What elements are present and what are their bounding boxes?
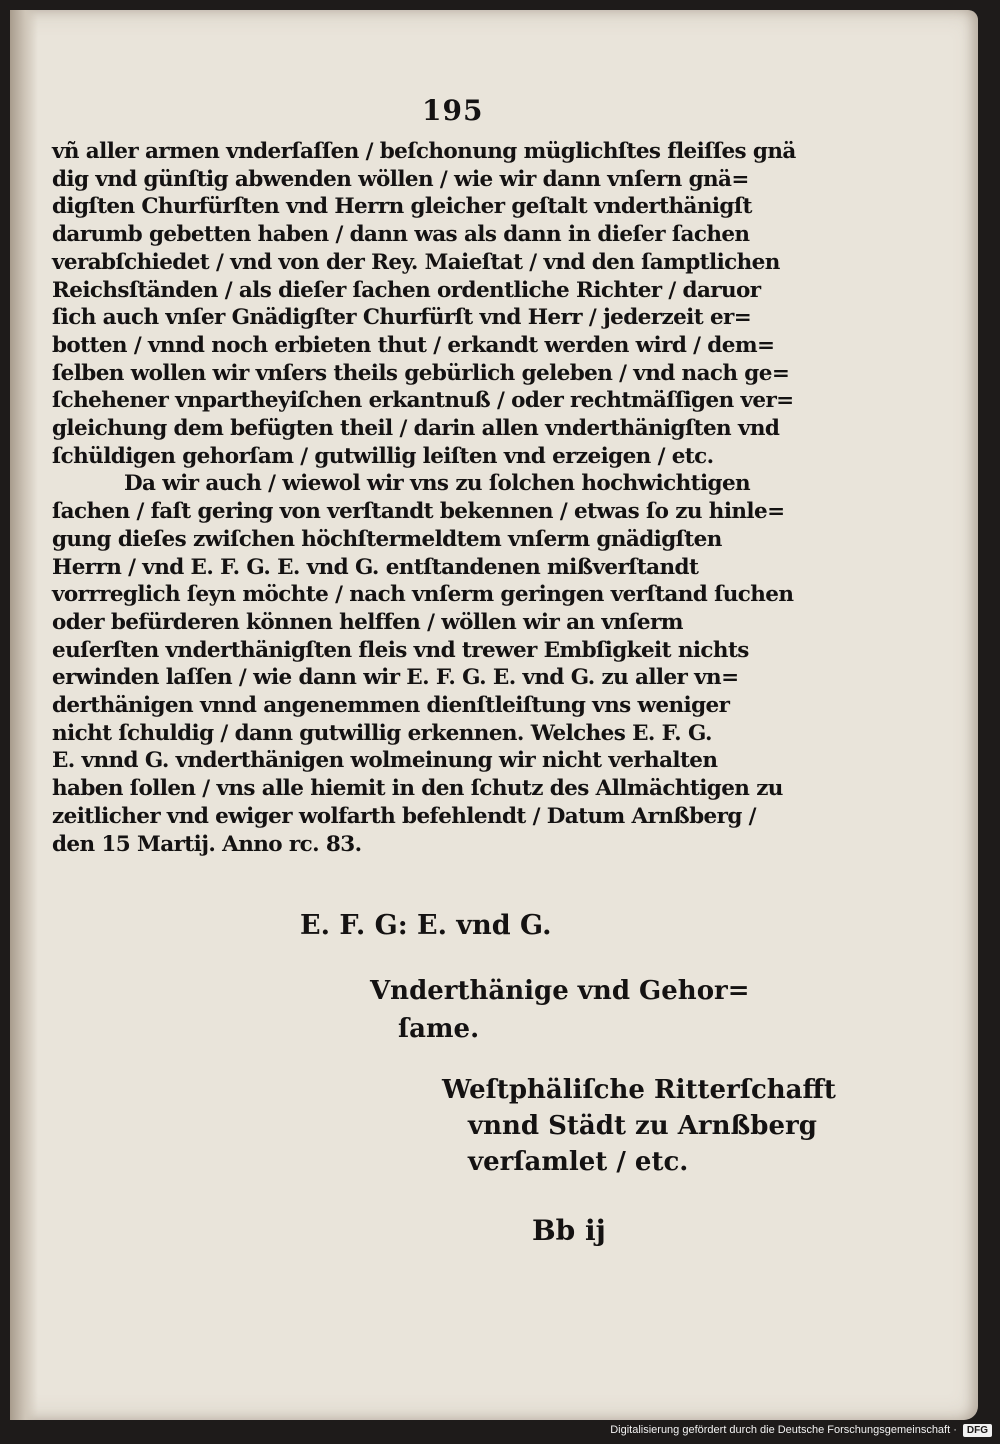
text-line: botten / vnnd noch erbieten thut / erkandt werden wird / dem= — [52, 332, 775, 358]
text-line: erwinden laſſen / wie dann wir E. F. G. E. vnd G. zu aller vn= — [52, 665, 739, 691]
text-line: nicht ſchuldig / dann gutwillig erkennen. Welches E. F. G. — [52, 720, 712, 746]
text-line: gleichung dem befügten theil / darin allen vnderthänigſten vnd — [52, 416, 780, 442]
footer-credit-text: Digitalisierung gefördert durch die Deutsche Forschungsgemeinschaft · — [610, 1424, 957, 1436]
text-line: ſchehener vnpartheyiſchen erkantnuß / oder rechtmäſſigen ver= — [52, 388, 794, 414]
text-line: vorrreglich ſeyn möchte / nach vnſerm geringen verſtand ſuchen — [52, 582, 794, 608]
text-line: digſten Churfürſten vnd Herrn gleicher geſtalt vnderthänigſt — [52, 194, 752, 220]
text-line: ſchüldigen gehorſam / gutwillig leiſten vnd erzeigen / etc. — [52, 443, 714, 469]
text-line: E. vnnd G. vnderthänigen wolmeinung wir nicht verhalten — [52, 748, 718, 774]
text-line: gung dieſes zwiſchen höchſtermeldtem vnſerm gnädigſten — [52, 526, 722, 552]
body-text — [52, 138, 796, 858]
text-line: ſich auch vnſer Gnädigſter Churfürſt vnd Herr / jederzeit er= — [52, 305, 752, 331]
text-line: oder befürderen können helffen / wöllen wir an vnſerm — [52, 609, 683, 635]
senders-line: vnnd Städt zu Arnßberg — [468, 1111, 817, 1141]
text-line: euſerſten vnderthänigſten fleis vnd trewer Embſigkeit nichts — [52, 637, 749, 663]
text-line: ſachen / faſt gering von verſtandt bekennen / etwas ſo zu hinle= — [52, 499, 785, 525]
salutation-initials: E. F. G: E. vnd G. — [300, 910, 552, 941]
senders-block — [442, 1072, 836, 1180]
text-line: vñ aller armen vnderſaſſen / beſchonung müglichſtes fleiſſes gnä — [52, 139, 796, 164]
senders-line: Weſtphäliſche Ritterſchafft — [442, 1075, 836, 1105]
dfg-logo-icon: DFG — [963, 1424, 992, 1437]
text-line: Reichsſtänden / als dieſer ſachen ordentliche Richter / daruor — [52, 277, 761, 303]
senders-line: verſamlet / etc. — [468, 1147, 689, 1177]
page-binding-shadow — [10, 10, 38, 1420]
text-line: verabſchiedet / vnd von der Rey. Maieſtat / vnd den ſamptlichen — [52, 249, 780, 275]
text-line: haben ſollen / vns alle hiemit in den ſchutz des Allmächtigen zu — [52, 776, 783, 802]
text-line: Herrn / vnd E. F. G. E. vnd G. entſtandenen mißverſtandt — [52, 554, 699, 580]
text-line: darumb gebetten haben / dann was als dann in dieſer ſachen — [52, 222, 750, 248]
footer-credit — [610, 1420, 992, 1440]
text-line-paragraph-start: Da wir auch / wiewol wir vns zu ſolchen hochwichtigen — [124, 471, 751, 497]
text-line: den 15 Martij. Anno rc. 83. — [52, 831, 362, 857]
closing-formula — [370, 972, 750, 1048]
closing-formula-line: ſame. — [398, 1014, 480, 1044]
text-line: derthänigen vnnd angenemmen dienſtleiſtung vns weniger — [52, 693, 730, 719]
signature-mark: Bb ij — [532, 1214, 606, 1247]
text-line: ſelben wollen wir vnſers theils gebürlich geleben / vnd nach ge= — [52, 360, 790, 386]
page-number: 195 — [422, 94, 484, 127]
closing-formula-line: Vnderthänige vnd Gehor= — [370, 976, 750, 1006]
text-line: zeitlicher vnd ewiger wolfarth befehlendt / Datum Arnßberg / — [52, 803, 756, 829]
text-line: dig vnd günſtig abwenden wöllen / wie wir dann vnſern gnä= — [52, 166, 749, 192]
book-page — [10, 10, 978, 1420]
